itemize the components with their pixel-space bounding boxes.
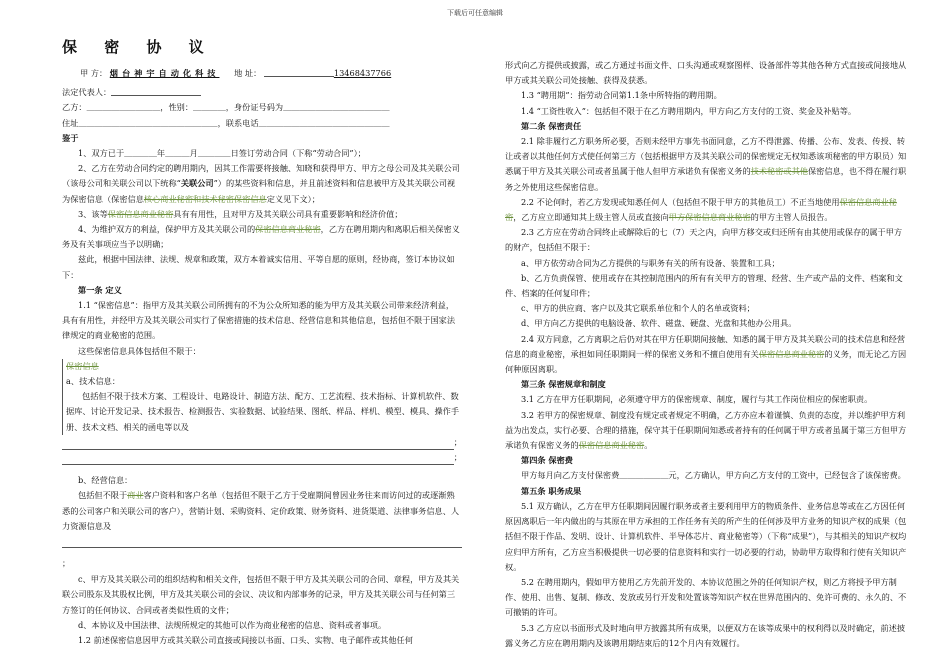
tech-info-block xyxy=(62,359,462,435)
clause-2-3-d: d、甲方向乙方提供的电脑设备、软件、磁盘、硬盘、光盘和其他办公用具。 xyxy=(521,318,797,329)
tech-info-label: a、技术信息： xyxy=(66,376,121,387)
clause-1-1-list-intro: 这些保密信息具体包括但不限于： xyxy=(78,345,201,356)
org-info-text: c、甲方及其关联公司的组织结构和相关文件，包括但不限于甲方及其关联公司的合同、章程，甲方及其关联公司股东及其股权比例，甲方及其关联公司的会议、决议和内部事务的记录，甲方及其关联公司与任何第三方签订的任何协议、合同或者类似性质的文件； xyxy=(62,574,460,615)
party-a-name: 烟台神宇自动化科技 xyxy=(109,68,220,78)
clause-2-3-a: a、甲方依劳动合同为乙方提供的与职务有关的所有设备、装置和工具； xyxy=(521,257,780,268)
deleted-label: 保密信息 xyxy=(66,360,99,371)
article-4-text: 甲方每月向乙方支付保密费＿＿＿＿＿＿元，乙方确认，甲方向乙方支付的工资中，已经包含了该保密费。 xyxy=(521,470,906,481)
whereas-2: 2、乙方在劳动合同约定的聘用期内，因其工作需要将接触、知晓和获得甲方、甲方之母公司及其关联公司（该母公司和关联公司以下统称“关联公司”）的某些资料和信息，并且前述资料和信息被甲方及其关联公司视为保密信息（保密信息核心商业秘密和技术秘密保密信息定义见下文）； xyxy=(62,163,460,204)
clause-1-3: 1.3 “聘用期”：指劳动合同第1.1条中所特指的聘用期。 xyxy=(521,90,722,101)
party-a-line: 甲 方： 烟台神宇自动化科技 地 址： 13468437766 xyxy=(80,68,392,78)
whereas-1: 1、双方已于＿＿＿＿年＿＿＿月＿＿＿＿日签订劳动合同（下称“劳动合同”）； xyxy=(78,148,366,159)
clause-2-2: 2.2 不论何时，若乙方发现或知悉任何人（包括但不限于甲方的其他员工）不正当地使用保密信息商业秘密，乙方应立即通知其上级主管人员或直接向甲方保密信息商业秘密的甲方主管人员报告。 xyxy=(505,196,897,223)
hence-clause: 兹此，根据中国法律、法规、规章和政策，双方本着诚实信用、平等自愿的原则，经协商，签订本协议如下： xyxy=(62,254,455,280)
clause-2-3: 2.3 乙方应在劳动合同终止或解除后的七（7）天之内，向甲方移交或归还所有由其使用或保存的属于甲方的财产，包括但不限于： xyxy=(505,227,903,253)
other-info-text: d、本协议及中国法律、法规所规定的其他可以作为商业秘密的信息、资料或者事项。 xyxy=(78,619,387,630)
clause-5-3: 5.3 乙方应以书面形式及时地向甲方披露其所有成果，以便双方在该等成果中的权利得以及时确定，前述披露义务乙方应在聘用期内及该聘用期结束后的12个月内有效履行。 xyxy=(505,622,906,648)
clause-2-3-b: b、乙方负责保管、使用或存在其控制范围内的所有有关甲方的管理、经营、生产或产品的文件、档案和文件、档案的任何复印件； xyxy=(505,272,903,299)
clause-5-1: 5.1 双方确认，乙方在甲方任职期间因履行职务或者主要利用甲方的物质条件、业务信息等或在乙方因任何原因离职后一年内做出的与其原在甲方承担的工作任务有关的所产生的任何涉及甲方业务的知识产权的成果（包括但不限于作品、发明、设计、计算机软件、半导体芯片、商业秘密等）（下称“成果”），与其相关的知识产权均应归甲方所有，乙方应当积极提供一切必要的信息资料和实行一切必要的行动，协助甲方取得和行使有关知识产权。 xyxy=(505,500,907,572)
party-b-line: 乙方：＿＿＿＿＿＿＿＿＿，性别：＿＿＿＿，身份证号码为＿＿＿＿＿＿＿＿＿＿＿＿＿ xyxy=(62,102,390,113)
address-blank xyxy=(264,67,334,77)
tech-info-text: 包括但不限于技术方案、工程设计、电路设计、制造方法、配方、工艺流程、技术指标、计算机软件、数据库、讨论开发记录、技术报告、检测报告、实验数据、试验结果、图纸、样品、样机、模型、模具、操作手册、技术文档、相关的函电等以及 xyxy=(66,391,460,432)
left-column xyxy=(62,30,462,648)
clause-5-2: 5.2 在聘用期内，假如甲方使用乙方先前开发的、本协议范围之外的任何知识产权，则乙方将授予甲方制作、使用、出售、复制、修改、发放或另行开发和处置该等知识产权在世界范围内的、免许可费的、永久的、不可撤销的许可。 xyxy=(505,576,907,618)
address-line: 住址＿＿＿＿＿＿＿＿＿＿＿＿＿＿＿＿＿，联系电话＿＿＿＿＿＿＿＿＿＿＿＿＿＿＿＿ xyxy=(62,117,390,128)
article-3-heading: 第三条 保密规章和制度 xyxy=(521,379,606,390)
article-5-heading: 第五条 职务成果 xyxy=(521,485,582,496)
article-2-heading: 第二条 保密责任 xyxy=(521,120,582,131)
clause-3-2: 3.2 若甲方的保密规章、制度没有规定或者规定不明确，乙方亦应本着谨慎、负责的态度，并以维护甲方利益为出发点，实行必要、合理的措施，保守其于任职期间知悉或者持有的任何属于甲方或者虽属于第三方但甲方承诺负有保密义务的保密信息商业秘密。 xyxy=(505,409,907,451)
business-info-label: b、经营信息： xyxy=(78,475,133,486)
blank-line-3-semicolon: ； xyxy=(62,558,71,569)
whereas-heading: 鉴于 xyxy=(62,132,79,143)
clause-2-4: 2.4 双方同意，乙方离职之后仍对其在甲方任职期间接触、知悉的属于甲方及其关联公司的技术信息和经营信息的商业秘密，承担如同任职期间一样的保密义务和不擅自使用有关保密信息商业秘密的义务，而无论乙方因何种原因离职。 xyxy=(505,333,907,375)
article-1-heading: 第一条 定义 xyxy=(78,284,122,295)
clause-2-1: 2.1 除非履行乙方职务所必要，否则未经甲方事先书面同意，乙方不得泄露、传播、公布、发表、传授、转让或者以其他任何方式使任何第三方（包括根据甲方及其关联公司的保密规定无权知悉该项秘密的甲方职员）知悉属于甲方及其关联公司或者虽属于他人但甲方承诺负有保密义务的技术秘密或其他保密信息，也不得在履行职务之外使用这些保密信息。 xyxy=(505,136,907,192)
phone-number: 13468437766 xyxy=(333,68,392,78)
clause-1-2-cont: 形式向乙方提供或披露，或乙方通过书面文件、口头沟通或观察图样、设备部件等其他各种方式直接或间接地从甲方或其关联公司处接触、获得及获悉。 xyxy=(505,60,907,86)
whereas-4: 4、为维护双方的利益，保护甲方及其关联公司的保密信息商业秘密，乙方在聘用期内和离职后相关保密义务及有关事项应当予以明确； xyxy=(62,224,460,250)
business-info-text: 包括但不限于商业客户资料和客户名单（包括但不限于乙方于受雇期间曾因业务往来而访问过的或逐渐熟悉的公司客户和关联公司的客户），营销计划、采购资料、定价政策、财务资料、进货渠道、法律事务信息、人力资源信息及 xyxy=(62,490,460,531)
article-4-heading: 第四条 保密费 xyxy=(521,455,573,466)
page-header-note: 下载后可任意编辑 xyxy=(447,9,503,17)
whereas-3: 3、该等保密信息商业秘密具有有用性，且对甲方及其关联公司具有重要影响和经济价值； xyxy=(78,208,403,219)
clause-1-1: 1.1 “保密信息”：指甲方及其关联公司所拥有的不为公众所知悉的能为甲方及其关联公司带来经济利益，具有有用性，并经甲方及其关联公司实行了保密措施的技术信息、经营信息和其他信息，包括但不限于国家法律规定的商业秘密的范围。 xyxy=(62,300,456,341)
clause-1-4: 1.4 “工资性收入”：包括但不限于在乙方聘用期内，甲方向乙方支付的工资、奖金及补贴等。 xyxy=(521,105,857,116)
legal-rep-line: 法定代表人： xyxy=(62,85,462,100)
blank-line-2: ； xyxy=(62,450,462,465)
blank-line-1: ； xyxy=(62,435,462,450)
clause-2-3-c: c、甲方的供应商、客户以及其它联系单位和个人的名单或资料； xyxy=(521,303,755,314)
document-title: 保 密 协 议 xyxy=(62,38,215,56)
clause-3-1: 3.1 乙方在甲方任职期间，必须遵守甲方的保密规章、制度，履行与其工作岗位相应的保密职责。 xyxy=(521,394,873,405)
clause-1-2: 1.2 前述保密信息因甲方或其关联公司直接或间接以书面、口头、实物、电子邮件或其他任何 xyxy=(78,634,413,645)
right-column xyxy=(505,58,908,651)
blank-line-3 xyxy=(62,534,462,548)
